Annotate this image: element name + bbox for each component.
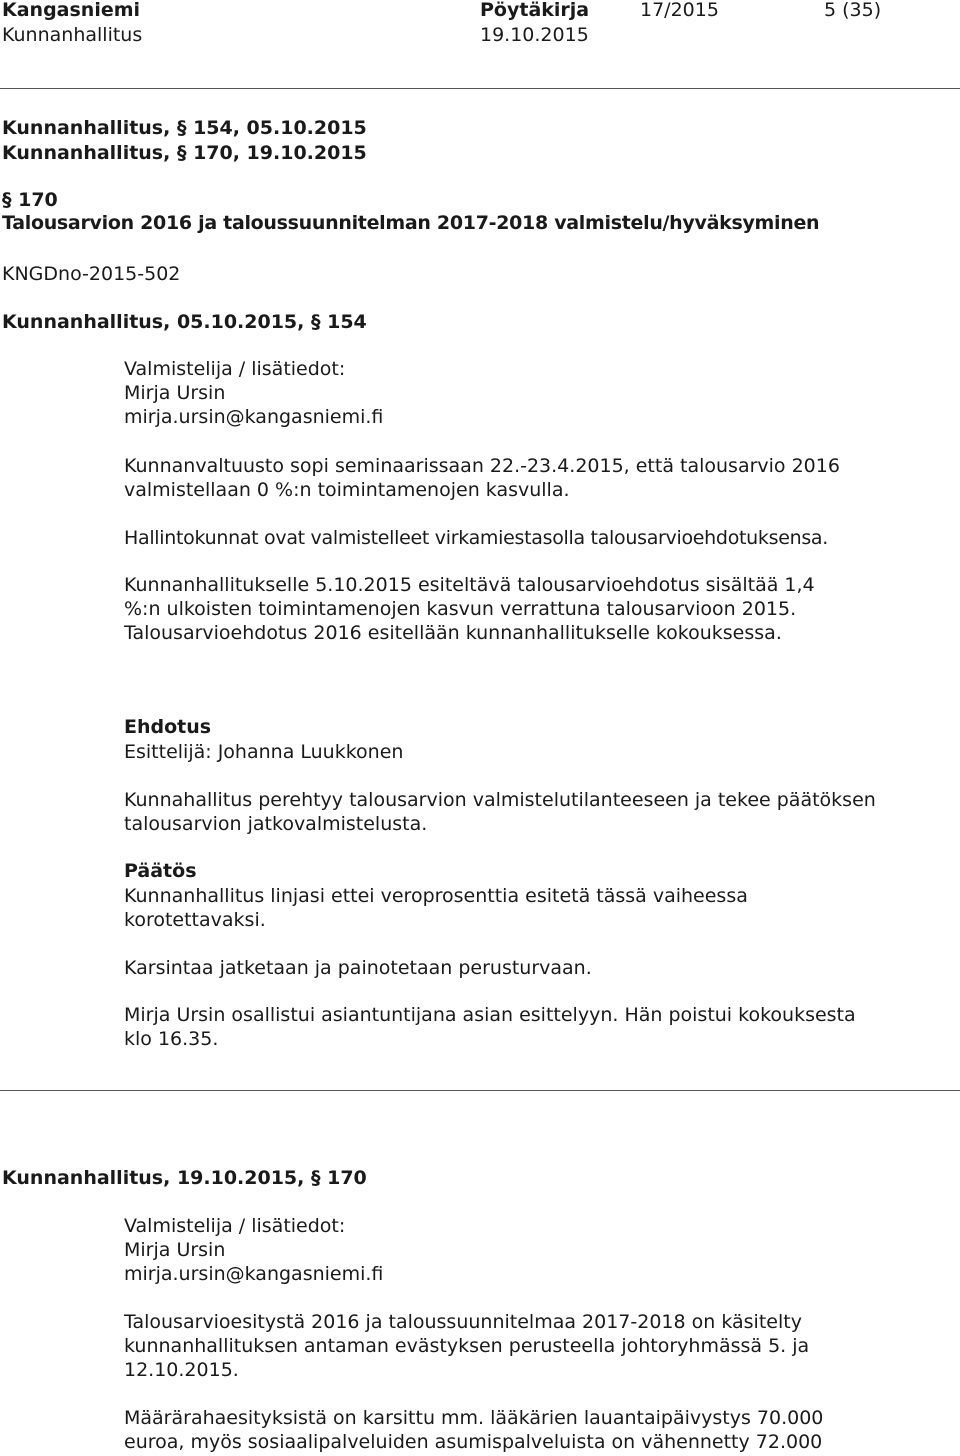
meeting1-preparer-email: mirja.ursin@kangasniemi.fi: [124, 406, 384, 428]
meeting1-paragraph-1: Kunnanvaltuusto sopi seminaarissaan 22.-23.4.2015, että talousarvio 2016 valmistellaan 0 %:n toimintamenojen kasvulla.: [124, 455, 840, 501]
header-page: 5 (35): [824, 0, 882, 21]
section-ref: KNGDno-2015-502: [2, 263, 181, 285]
meeting2-preparer-name: Mirja Ursin: [124, 1239, 226, 1261]
decision-paragraph-3: Mirja Ursin osallistui asiantuntijana asian esittelyyn. Hän poistui kokouksesta klo 16.35.: [124, 1004, 856, 1050]
proposal-text: Kunnahallitus perehtyy talousarvion valmistelutilanteeseen ja tekee päätöksen talousarvion jatkovalmistelusta.: [124, 789, 876, 835]
header-doc-type: Pöytäkirja: [480, 0, 590, 21]
header-date: 19.10.2015: [480, 24, 589, 46]
meeting2-preparer-label: Valmistelija / lisätiedot:: [124, 1215, 346, 1237]
history-line-1: Kunnanhallitus, § 154, 05.10.2015: [2, 117, 367, 139]
decision-paragraph-2: Karsintaa jatketaan ja painotetaan perusturvaan.: [124, 957, 592, 979]
meeting1-paragraph-2: Hallintokunnat ovat valmistelleet virkamiestasolla talousarvioehdotuksensa.: [124, 527, 829, 549]
header-body: Kunnanhallitus: [2, 24, 143, 46]
meeting1-heading: Kunnanhallitus, 05.10.2015, § 154: [2, 311, 367, 333]
meeting2-paragraph-1: Talousarvioesitystä 2016 ja taloussuunnitelmaa 2017-2018 on käsitelty kunnanhallituksen antaman evästyksen perusteella johtoryhmässä 5. ja 12.10.2015.: [124, 1311, 810, 1381]
header-org: Kangasniemi: [2, 0, 141, 21]
decision-paragraph-1: Kunnanhallitus linjasi ettei veroprosenttia esitetä tässä vaiheessa korotettavaksi.: [124, 885, 748, 931]
meeting1-preparer-name: Mirja Ursin: [124, 382, 226, 404]
header-number: 17/2015: [640, 0, 719, 21]
header-divider: [0, 88, 960, 89]
meeting2-heading: Kunnanhallitus, 19.10.2015, § 170: [2, 1167, 367, 1189]
meeting2-preparer-email: mirja.ursin@kangasniemi.fi: [124, 1263, 384, 1285]
proposal-heading: Ehdotus: [124, 716, 212, 738]
section-divider: [0, 1090, 960, 1091]
meeting1-preparer-label: Valmistelija / lisätiedot:: [124, 358, 346, 380]
presenter: Esittelijä: Johanna Luukkonen: [124, 741, 404, 763]
meeting1-paragraph-3: Kunnanhallitukselle 5.10.2015 esiteltävä talousarvioehdotus sisältää 1,4 %:n ulkoisten toimintamenojen kasvun verrattuna talousarvioon 2015. Talousarvioehdotus 2016 esitellään kunnanhallitukselle kokouksessa.: [124, 574, 815, 644]
section-title: Talousarvion 2016 ja taloussuunnitelman 2017-2018 valmistelu/hyväksyminen: [2, 212, 820, 234]
meeting2-paragraph-2: Määrärahaesityksistä on karsittu mm. lääkärien lauantaipäivystys 70.000 euroa, myös sosiaalipalveluiden asumispalveluista on vähennetty 72.000: [124, 1407, 824, 1453]
decision-heading: Päätös: [124, 860, 197, 882]
section-number: § 170: [2, 189, 58, 211]
history-line-2: Kunnanhallitus, § 170, 19.10.2015: [2, 142, 367, 164]
